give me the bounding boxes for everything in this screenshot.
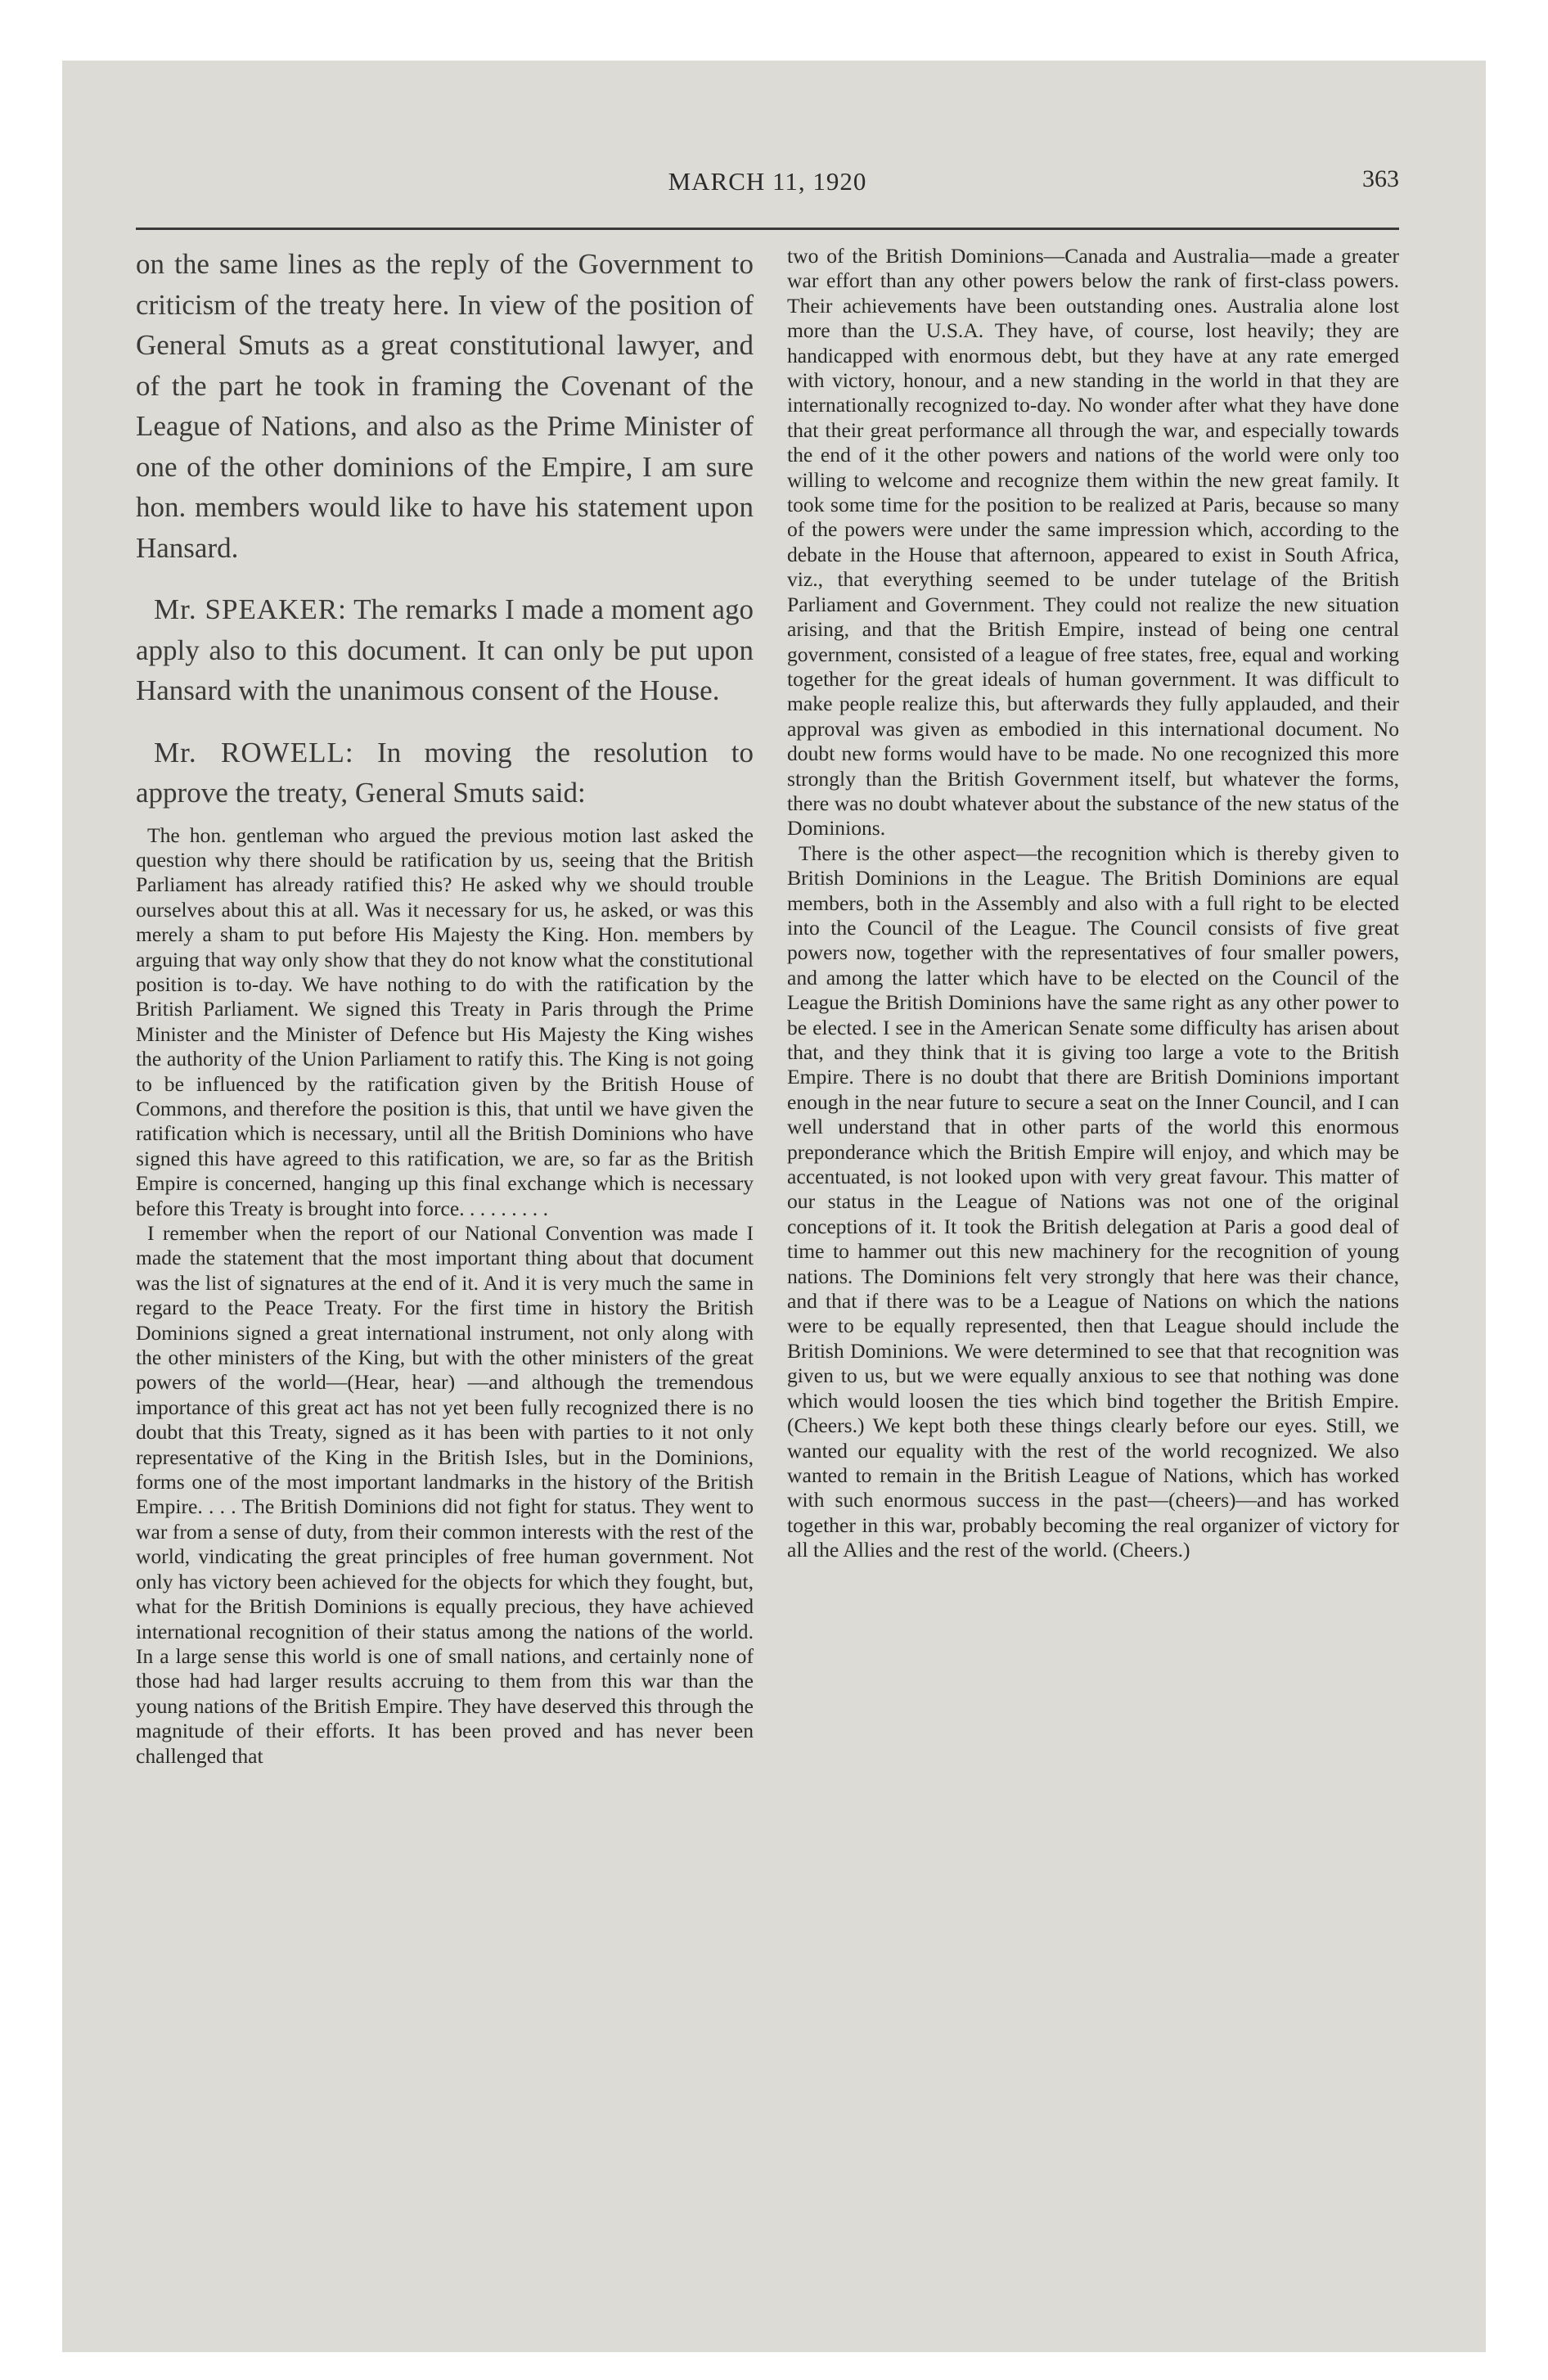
paragraph-rowell [136, 732, 754, 814]
quoted-paragraph: The hon. gentleman who argued the previous motion last asked the question why there should be ratification by us, seeing that the British Parliament has already ratified this? He asked why we should trouble ourselves about this at all. Was it necessary for us, he asked, or was this merely a sham to put before His Majesty the King. Hon. members by arguing that way only show that they do not know what the constitutional position is to-day. We have nothing to do with the ratification by the British Parliament. We signed this Treaty in Paris through the Prime Minister and the Minister of Defence but His Majesty the King wishes the authority of the Union Parliament to ratify this. The King is not going to be influenced by the ratification given by the British House of Commons, and therefore the position is this, that until we have given the ratification which is necessary, until all the British Dominions who have signed this have agreed to this ratification, we are, so far as the British Empire is concerned, hanging up this final exchange which is necessary before this Treaty is brought into force. . . . . . . . . [136, 823, 754, 1220]
speaker-remarks: In moving the resolution to approve the treaty, General Smuts said: [136, 736, 754, 809]
text-columns [136, 244, 1399, 1769]
document-page [136, 156, 1399, 2259]
header-date: MARCH 11, 1920 [668, 167, 867, 196]
left-column [136, 244, 754, 1769]
paragraph-speaker [136, 589, 754, 711]
quoted-paragraph: There is the other aspect—the recognition which is thereby given to British Dominions in the League. The British Dominions are equal members, both in the Assembly and also with a full right to be elected into the Council of the League. The Council consists of five great powers now, together with the representatives of four smaller powers, and among the latter which have to be elected on the Council of the League the British Dominions have the same right as any other power to be elected. I see in the American Senate some difficulty has arisen about that, and they think that it is giving too large a vote to the British Empire. There is no doubt that there are British Dominions important enough in the near future to secure a seat on the Inner Council, and I can well understand that in other parts of the world this enormous preponderance which the British Empire will enjoy, and which may be accentuated, is not looked upon with very great favour. This matter of our status in the League of Nations was not one of the original conceptions of it. It took the British delegation at Paris a good deal of time to hammer out this new machinery for the recognition of young nations. The Dominions felt very strongly that here was their chance, and that if there was to be a League of Nations on which the nations were to be equally represented, then that League should include the British Dominions. We were determined to see that that recognition was given to us, but we were equally anxious to see that nothing was done which would loosen the ties which bind together the British Empire. (Cheers.) We kept both these things clearly before our eyes. Still, we wanted our equality with the rest of the world recognized. We also wanted to remain in the British League of Nations, which has worked with such enormous success in the past—(cheers)—and has worked together in this war, probably becoming the real organizer of victory for all the Allies and the rest of the world. (Cheers.) [787, 841, 1399, 1562]
right-column [787, 244, 1399, 1769]
speaker-remarks: The remarks I made a moment ago apply also to this document. It can only be put upon Hansard with the unanimous consent of the House. [136, 593, 754, 706]
header-rule [136, 228, 1399, 230]
paragraph-intro: on the same lines as the reply of the Government to criticism of the treaty here. In view of the position of General Smuts as a great constitutional lawyer, and of the part he took in framing the Covenant of the League of Nations, and also as the Prime Minister of one of the other dominions of the Empire, I am sure hon. members would like to have his statement upon Hansard. [136, 248, 754, 564]
speaker-name: Mr. SPEAKER: [154, 593, 347, 625]
quoted-paragraph: two of the British Dominions—Canada and Australia—made a greater war effort than any other powers below the rank of first-class powers. Their achievements have been outstanding ones. Australia alone lost more than the U.S.A. They have, of course, lost heavily; they are handicapped with enormous debt, but they have at any rate emerged with victory, honour, and a new standing in the world in that they are internationally recognized to-day. No wonder after what they have done that their great performance all through the war, and especially towards the end of it the other powers and nations of the world were only too willing to welcome and recognize them within the new great family. It took some time for the position to be realized at Paris, because so many of the powers were under the same impression which, according to the debate in the House that afternoon, appeared to exist in South Africa, viz., that everything seemed to be under tutelage of the British Parliament and Government. They could not realize the new situation arising, and that the British Empire, instead of being one central government, consisted of a league of free states, free, equal and working together for the great ideals of human government. It was difficult to make people realize this, but afterwards they fully applauded, and their approval was given as embodied in this international document. No doubt new forms would have to be made. No one recognized this more strongly than the British Government itself, but whatever the forms, there was no doubt whatever about the substance of the new status of the Dominions. [787, 244, 1399, 841]
quoted-paragraph: I remember when the report of our National Convention was made I made the statement that the most important thing about that document was the list of signatures at the end of it. And it is very much the same in regard to the Peace Treaty. For the first time in history the British Dominions signed a great international instrument, not only along with the other ministers of the King, but with the other ministers of the great powers of the world—(Hear, hear) —and although the tremendous importance of this great act has not yet been fully recognized there is no doubt that this Treaty, signed as it has been with parties to it not only representative of the King in the British Isles, but in the Dominions, forms one of the most important landmarks in the history of the British Empire. . . . The British Dominions did not fight for status. They went to war from a sense of duty, from their common interests with the rest of the world, vindicating the great principles of free human government. Not only has victory been achieved for the objects for which they fought, but, what for the British Dominions is equally precious, they have achieved international recognition of their status among the nations of the world. In a large sense this world is one of small nations, and certainly none of those had had larger results accruing to them from this war than the young nations of the British Empire. They have deserved this through the magnitude of their efforts. It has been proved and has never been challenged that [136, 1221, 754, 1768]
page-number: 363 [1362, 165, 1399, 192]
speaker-name: Mr. ROWELL: [154, 736, 354, 769]
running-header [136, 156, 1399, 205]
